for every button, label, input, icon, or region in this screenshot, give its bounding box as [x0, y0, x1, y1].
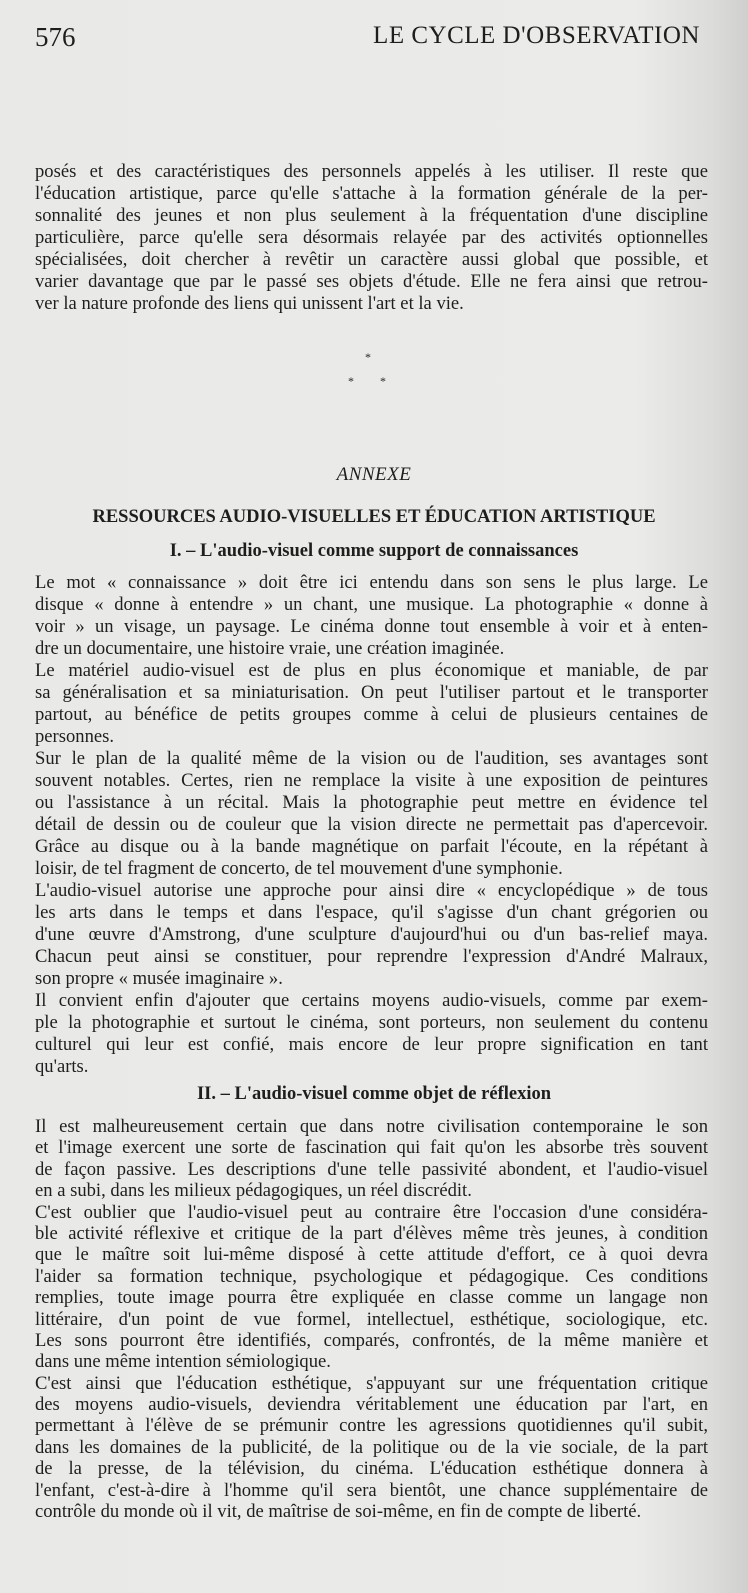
text-line: l'éducation artistique, parce qu'elle s'attache à la formation générale de la per-: [35, 183, 708, 204]
text-line: culturel qui leur est confié, mais encore de leur propre signification en tant: [35, 1034, 708, 1055]
text-line: Il convient enfin d'ajouter que certains moyens audio-visuels, comme par exem-: [35, 990, 708, 1011]
text-line: L'audio-visuel autorise une approche pour ainsi dire « encyclopédique » de tous: [35, 880, 708, 901]
text-line: ble activité réflexive et critique de la part d'élèves même très jeunes, à condition: [35, 1222, 708, 1244]
text-line: spécialisées, doit chercher à revêtir un caractère aussi global que possible, et: [35, 249, 708, 270]
text-line: en a subi, dans les milieux pédagogiques, un réel discrédit.: [35, 1180, 472, 1202]
text-line: souvent notables. Certes, rien ne remplace la visite à une exposition de peintures: [35, 770, 708, 791]
section-body: [35, 572, 708, 1078]
paragraph: [35, 660, 708, 748]
paragraph: [35, 748, 708, 880]
text-line: détail de dessin ou de couleur que la vision directe ne permettait pas d'apercevoir.: [35, 814, 708, 835]
text-line: des moyens audio-visuels, deviendra véritablement une éducation par l'art, en: [35, 1394, 708, 1416]
text-line: qu'arts.: [35, 1056, 89, 1077]
section-body: [35, 1116, 708, 1522]
paragraph: [35, 572, 708, 660]
text-line: loisir, de tel fragment de concerto, de tel mouvement d'une symphonie.: [35, 858, 563, 879]
text-line: dans les domaines de la publicité, de la politique ou de la vie sociale, de la part: [35, 1436, 708, 1458]
text-line: sa généralisation et sa miniaturisation. On peut l'utiliser partout et le transporter: [35, 682, 708, 703]
text-line: voir » un visage, un paysage. Le cinéma donne tout ensemble à voir et à enten-: [35, 616, 708, 637]
text-line: ple la photographie et surtout le cinéma, sont porteurs, non seulement du contenu: [35, 1012, 708, 1033]
text-line: de la presse, de la télévision, du cinéma. L'éducation esthétique donnera à: [35, 1458, 708, 1480]
section-heading: I. – L'audio-visuel comme support de connaissances: [169, 541, 579, 561]
text-line: son propre « musée imaginaire ».: [35, 968, 283, 989]
text-line: posés et des caractéristiques des personnels appelés à les utiliser. Il reste que: [35, 161, 708, 182]
page-number: 576: [35, 22, 76, 52]
paragraph: [35, 1373, 708, 1523]
paragraph: [35, 880, 708, 990]
text-line: Grâce au disque ou à la bande magnétique on parfait l'écoute, en la répétant à: [35, 836, 708, 857]
text-line: Les sons pourront être identifiés, comparés, confrontés, de la même manière et: [35, 1329, 708, 1351]
text-line: ver la nature profonde des liens qui unissent l'art et la vie.: [35, 293, 464, 314]
text-line: Le matériel audio-visuel est de plus en plus économique et maniable, de par: [35, 660, 708, 681]
text-line: C'est oublier que l'audio-visuel peut au contraire être l'occasion d'une considéra-: [35, 1201, 708, 1223]
running-head: LE CYCLE D'OBSERVATION: [373, 22, 700, 49]
text-line: dre un documentaire, une histoire vraie, une création imaginée.: [35, 638, 505, 659]
text-line: permettant à l'élève de se prémunir contre les agressions quotidiennes qu'il subit,: [35, 1415, 708, 1437]
separator-star: *: [348, 374, 354, 388]
text-line: et l'image exercent une sorte de fascination qui fait qu'on les absorbe très souvent: [35, 1137, 708, 1159]
text-line: Chacun peut ainsi se constituer, pour reprendre l'expression d'André Malraux,: [35, 946, 708, 967]
text-line: contrôle du monde où il vit, de maîtrise de soi-même, en fin de compte de liberté.: [35, 1501, 642, 1523]
section-heading: II. – L'audio-visuel comme objet de réflexion: [196, 1084, 552, 1104]
text-line: littéraire, d'un point de vue formel, intellectuel, esthétique, sociologique, etc.: [35, 1308, 708, 1330]
text-line: que le maître soit lui-même disposé à cette attitude d'effort, ce à quoi devra: [35, 1244, 708, 1266]
paragraph: [35, 990, 708, 1078]
annexe-title: RESSOURCES AUDIO-VISUELLES ET ÉDUCATION ARTISTIQUE: [92, 507, 656, 527]
text-line: l'enfant, c'est-à-dire à l'homme qu'il sera bientôt, une chance supplémentaire de: [35, 1479, 708, 1501]
text-line: remplies, toute image pourra être expliquée en classe comme un langage non: [35, 1287, 708, 1309]
text-line: ou l'assistance à un récital. Mais la photographie peut mettre en évidence tel: [35, 792, 708, 813]
text-line: dans une même intention sémiologique.: [35, 1351, 331, 1373]
paragraph: [35, 1116, 708, 1202]
text-line: Le mot « connaissance » doit être ici entendu dans son sens le plus large. Le: [35, 572, 708, 593]
text-line: d'une œuvre d'Amstrong, d'une sculpture d'aujourd'hui ou d'un bas-relief maya.: [35, 924, 708, 945]
annexe-label: ANNEXE: [336, 464, 412, 485]
text-line: particulière, parce qu'elle sera désormais relayée par des activités optionnelles: [35, 227, 708, 248]
intro-paragraph: [35, 161, 708, 315]
text-line: varier davantage que par le passé ses objets d'étude. Elle ne fera ainsi que retrou-: [35, 271, 708, 292]
text-line: partout, au bénéfice de petits groupes comme à celui de plusieurs centaines de: [35, 704, 708, 725]
text-line: disque « donne à entendre » un chant, une musique. La photographie « donne à: [35, 594, 708, 615]
paragraph: [35, 1202, 708, 1373]
text-line: Sur le plan de la qualité même de la vision ou de l'audition, ses avantages sont: [35, 748, 708, 769]
text-line: sonnalité des jeunes et non plus seulement à la fréquentation d'une discipline: [35, 205, 708, 226]
text-line: personnes.: [35, 726, 115, 747]
text-line: l'aider sa formation technique, psychologique et pédagogique. Ces conditions: [35, 1265, 708, 1287]
separator-star: *: [380, 374, 386, 388]
text-line: les arts dans le temps et dans l'espace, qu'il s'agisse d'un chant grégorien ou: [35, 902, 708, 923]
separator-star: *: [365, 350, 371, 364]
text-line: de façon passive. Les descriptions d'une telle passivité abondent, et l'audio-visuel: [35, 1158, 708, 1180]
text-line: C'est ainsi que l'éducation esthétique, s'appuyant sur une fréquentation critique: [35, 1372, 708, 1394]
text-line: Il est malheureusement certain que dans notre civilisation contemporaine le son: [35, 1116, 708, 1137]
